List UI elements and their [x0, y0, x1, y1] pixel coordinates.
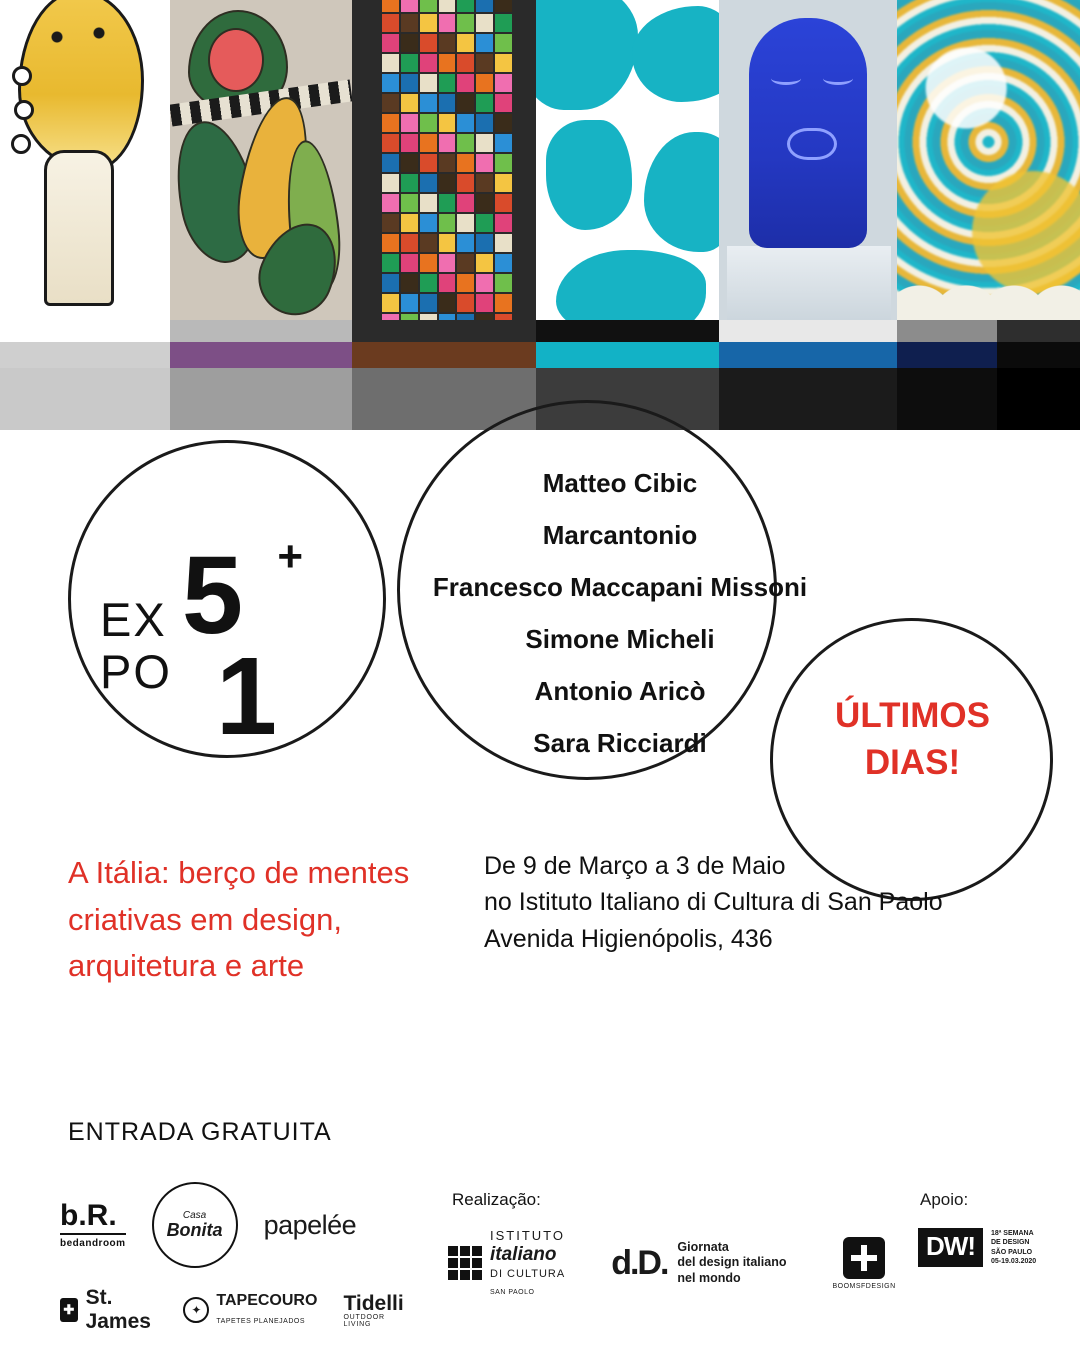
pixel-cell	[457, 94, 474, 112]
expo-line-2: PO	[100, 645, 172, 699]
pixel-cell	[439, 74, 456, 92]
pixel-cell	[495, 34, 512, 52]
pixel-cell	[401, 294, 418, 312]
pixel-cell	[420, 274, 437, 292]
designer-name: Francesco Maccapani Missoni	[432, 572, 808, 602]
color-band-row-2	[0, 342, 1080, 368]
free-entry-label: ENTRADA GRATUITA	[68, 1118, 332, 1146]
hero-image-strip	[0, 0, 1080, 320]
pixel-cell	[476, 54, 493, 72]
color-swatch	[997, 342, 1080, 368]
pixel-cell	[457, 134, 474, 152]
pixel-cell	[457, 274, 474, 292]
pixel-cell	[401, 114, 418, 132]
pixel-cell	[476, 214, 493, 232]
pixel-cell	[382, 0, 399, 12]
pixel-cell	[457, 294, 474, 312]
pixel-cell	[439, 294, 456, 312]
pixel-cell	[382, 234, 399, 252]
pixel-cell	[439, 154, 456, 172]
number-one: 1	[215, 635, 278, 759]
pixel-cell	[476, 0, 493, 12]
pixel-cell	[439, 274, 456, 292]
color-swatch	[170, 368, 352, 430]
pixel-cell	[420, 0, 437, 12]
logo-bedandroom: b.R. bedandroom	[60, 1199, 126, 1249]
pixel-cell	[457, 214, 474, 232]
designer-name: Marcantonio	[542, 520, 698, 550]
pixel-cell	[476, 154, 493, 172]
pixel-cell	[439, 174, 456, 192]
pixel-cell	[457, 114, 474, 132]
pixel-cell	[420, 74, 437, 92]
designer-name: Antonio Aricò	[534, 676, 706, 706]
pixel-cell	[495, 194, 512, 212]
pixel-cell	[457, 194, 474, 212]
pixel-cell	[439, 14, 456, 32]
pixel-cell	[439, 0, 456, 12]
pixel-cell	[420, 174, 437, 192]
expo-wordmark	[100, 594, 172, 699]
pixel-cell	[476, 274, 493, 292]
pixel-cell	[401, 274, 418, 292]
pixel-cell	[439, 254, 456, 272]
pixel-cell	[495, 254, 512, 272]
designer-name: Simone Micheli	[525, 624, 715, 654]
pixel-cell	[401, 194, 418, 212]
decorative-dots	[10, 60, 46, 150]
hero-panel-swirl-ceramic	[897, 0, 1080, 320]
pixel-cell	[420, 234, 437, 252]
pixel-cell	[476, 254, 493, 272]
pixel-cell	[495, 114, 512, 132]
pixel-cell	[476, 134, 493, 152]
pixel-cell	[457, 54, 474, 72]
logo-giornata-design-italiano: d.D. Giornata del design italiano nel mondo	[611, 1239, 787, 1285]
pixel-cell	[382, 214, 399, 232]
pixel-cell	[401, 174, 418, 192]
pixel-cell	[382, 34, 399, 52]
pixel-cell	[401, 214, 418, 232]
pixel-cell	[439, 54, 456, 72]
color-swatch	[897, 320, 997, 342]
color-swatch	[997, 320, 1080, 342]
pixel-cell	[382, 254, 399, 272]
pixel-cell	[420, 154, 437, 172]
urgent-badge: ÚLTIMOS DIAS!	[835, 696, 990, 783]
grid-icon	[448, 1246, 482, 1280]
pixel-cell	[495, 294, 512, 312]
pixel-cell	[476, 34, 493, 52]
pixel-cell	[382, 294, 399, 312]
pixel-cell	[439, 214, 456, 232]
logo-dw-semana-design: DW! 18ª SEMANA DE DESIGN SÃO PAULO 05-19.03.2020	[918, 1228, 1036, 1267]
hero-panel-teal-shapes	[536, 0, 719, 320]
pixel-cell	[439, 134, 456, 152]
plus-sign: +	[277, 532, 304, 581]
realizacao-label: Realização:	[452, 1190, 541, 1209]
pixel-cell	[495, 14, 512, 32]
pixel-cell	[420, 14, 437, 32]
pixel-cell	[401, 134, 418, 152]
pixel-cell	[382, 94, 399, 112]
pixel-cell	[476, 74, 493, 92]
pixel-cell	[439, 234, 456, 252]
hero-panel-leaves	[170, 0, 352, 320]
dw-mark: DW!	[918, 1228, 983, 1267]
pixel-cell	[401, 54, 418, 72]
pixel-cell	[382, 134, 399, 152]
expo-logo	[100, 532, 360, 759]
color-swatch	[170, 342, 352, 368]
sponsor-row-1	[60, 1182, 400, 1268]
pixel-cell	[495, 214, 512, 232]
pixel-cell	[420, 94, 437, 112]
tagline: A Itália: berço de mentes criativas em design, arquitetura e arte	[68, 855, 410, 983]
designer-name: Matteo Cibic	[542, 468, 698, 498]
pixel-cell	[457, 174, 474, 192]
logo-tapecouro: ✦ TAPECOURO TAPETES PLANEJADOS	[183, 1292, 317, 1328]
pixel-cell	[495, 234, 512, 252]
pixel-cell	[401, 14, 418, 32]
pixel-cell	[476, 294, 493, 312]
sponsor-logos	[60, 1182, 404, 1352]
pixel-cell	[439, 114, 456, 132]
hero-panel-illustration	[0, 0, 170, 320]
pixel-cell	[382, 54, 399, 72]
pixel-cell	[382, 174, 399, 192]
event-dates: De 9 de Março a 3 de Maio	[484, 852, 786, 880]
color-swatch	[719, 342, 897, 368]
color-swatch	[719, 368, 897, 430]
apoio-label: Apoio:	[920, 1190, 969, 1209]
pixel-cell	[420, 254, 437, 272]
pixel-cell	[439, 94, 456, 112]
pixel-cell	[495, 0, 512, 12]
pixel-cell	[382, 154, 399, 172]
pixel-cell	[495, 94, 512, 112]
color-swatch	[0, 342, 170, 368]
color-swatch	[352, 342, 536, 368]
logo-istituto-italiano-cultura: ISTITUTO italiano DI CULTURA SAN PAOLO	[448, 1228, 565, 1298]
color-swatch	[170, 320, 352, 342]
pixel-cell	[401, 34, 418, 52]
sponsor-row-2	[60, 1286, 404, 1334]
poster-body	[0, 430, 1080, 1350]
hero-panel-textile	[352, 0, 536, 320]
event-venue: no Istituto Italiano di Cultura di San Paolo	[484, 888, 943, 917]
logo-papelee: papelée	[263, 1209, 357, 1240]
pixel-cell	[382, 114, 399, 132]
pixel-cell	[457, 74, 474, 92]
color-swatch	[997, 368, 1080, 430]
pixel-cell	[420, 34, 437, 52]
hero-panel-blue-sculpture	[719, 0, 897, 320]
pixel-cell	[420, 114, 437, 132]
pixel-cell	[476, 234, 493, 252]
pixel-cell	[476, 194, 493, 212]
logo-st-james: ✚ St. James	[60, 1286, 157, 1334]
pixel-cell	[457, 234, 474, 252]
pixel-cell	[401, 0, 418, 12]
pixel-cell	[439, 34, 456, 52]
pixel-cell	[382, 274, 399, 292]
pixel-cell	[457, 154, 474, 172]
pixel-cell	[457, 0, 474, 12]
pixel-cell	[401, 254, 418, 272]
color-band-row-1	[0, 320, 1080, 342]
crest-icon: ✚	[60, 1298, 78, 1322]
pixel-cell	[420, 214, 437, 232]
pixel-cell	[476, 94, 493, 112]
tapecouro-icon: ✦	[183, 1297, 209, 1323]
color-swatch	[352, 320, 536, 342]
pixel-cell	[401, 94, 418, 112]
color-swatch	[536, 320, 719, 342]
number-five: 5	[181, 534, 244, 657]
pixel-cell	[420, 134, 437, 152]
pixel-cell	[457, 14, 474, 32]
pixel-cell	[476, 174, 493, 192]
pixel-cell	[457, 254, 474, 272]
color-swatch	[0, 368, 170, 430]
pixel-grid	[382, 0, 512, 320]
pixel-cell	[382, 74, 399, 92]
boom-mark-icon	[843, 1237, 885, 1279]
designer-name: Sara Ricciardi	[533, 728, 707, 758]
pixel-cell	[495, 74, 512, 92]
pixel-cell	[401, 74, 418, 92]
color-swatch	[719, 320, 897, 342]
event-address: Avenida Higienópolis, 436	[484, 924, 773, 953]
pixel-cell	[401, 154, 418, 172]
pixel-cell	[382, 14, 399, 32]
pixel-cell	[382, 194, 399, 212]
color-swatch	[536, 342, 719, 368]
pixel-cell	[420, 294, 437, 312]
pixel-cell	[495, 134, 512, 152]
expo-number	[181, 532, 304, 759]
pixel-cell	[495, 174, 512, 192]
expo-line-1: EX	[100, 592, 167, 646]
pixel-cell	[476, 114, 493, 132]
pixel-cell	[457, 34, 474, 52]
logo-tidelli: Tidelli OUTDOOR LIVING	[343, 1291, 404, 1328]
event-info	[484, 848, 1024, 957]
pixel-cell	[420, 54, 437, 72]
pixel-cell	[495, 274, 512, 292]
organizer-logos	[448, 1228, 896, 1298]
pixel-cell	[495, 54, 512, 72]
pixel-cell	[401, 234, 418, 252]
logo-casa-bonita: Casa Bonita	[152, 1182, 238, 1268]
logo-boom-design: BOOMSFDESIGN	[832, 1237, 895, 1290]
color-swatch	[897, 342, 997, 368]
designer-list	[390, 470, 850, 756]
color-swatch	[0, 320, 170, 342]
pixel-cell	[420, 194, 437, 212]
pixel-cell	[495, 154, 512, 172]
pixel-cell	[476, 14, 493, 32]
pixel-cell	[439, 194, 456, 212]
color-swatch	[897, 368, 997, 430]
